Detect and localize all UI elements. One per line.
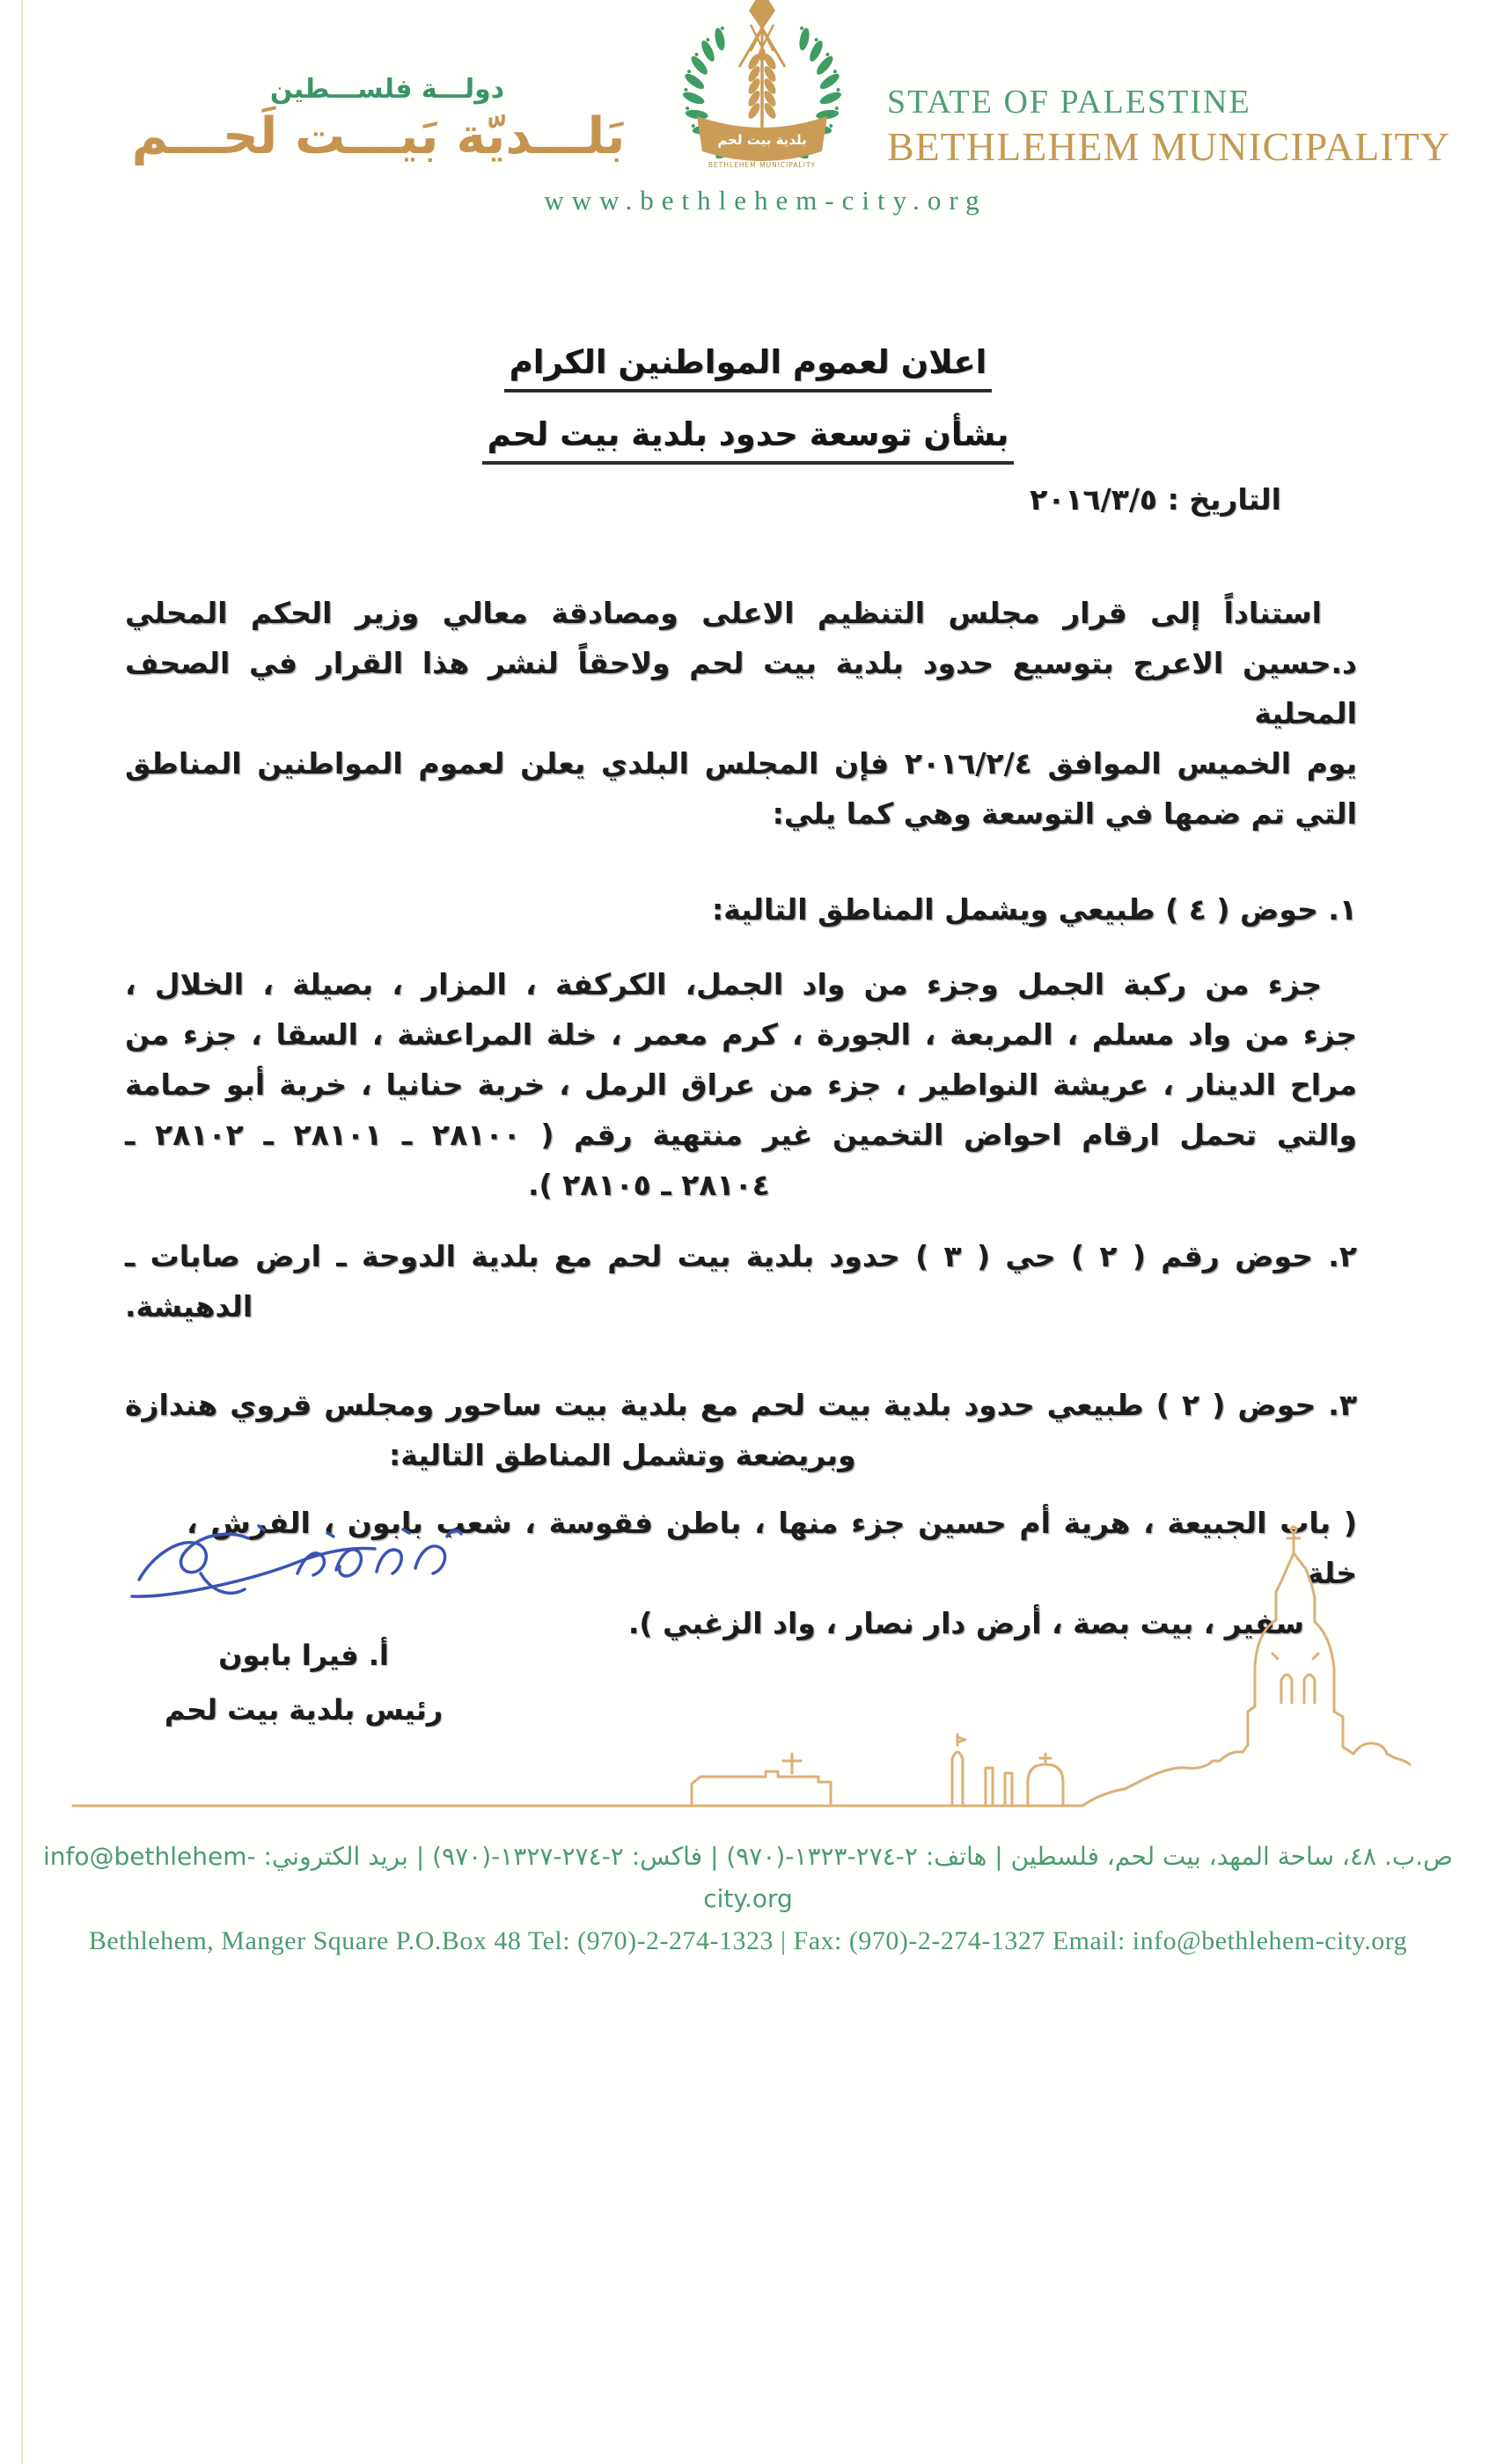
mayor-name: أ. فيرا بابون bbox=[218, 1639, 389, 1672]
document-date: التاريخ : ٢٠١٦/٣/٥ bbox=[1030, 482, 1281, 517]
text-line: مراح الدينار ، عريشة النواطير ، جزء من عراق الرمل ، خربة حنانيا ، خربة أبو حمامة bbox=[125, 1067, 1357, 1102]
text-line: ٢. حوض رقم ( ٢ ) حي ( ٣ ) حدود بلدية بيت لحم مع بلدية الدوحة ـ ارض صابات ـ bbox=[125, 1239, 1357, 1273]
logo-banner-english: BETHLEHEM MUNICIPALITY bbox=[708, 161, 817, 169]
footer-contact-arabic bbox=[0, 1836, 1496, 1920]
text-line: جزء من ركبة الجمل وجزء من واد الجمل، الكركفة ، المزار ، بصيلة ، الخلال ، bbox=[125, 967, 1322, 1001]
announcement-title-block bbox=[0, 343, 1496, 488]
logo-banner-arabic: بلدية بيت لحم bbox=[717, 132, 807, 148]
municipality-name-english: BETHLEHEM MUNICIPALITY bbox=[887, 124, 1450, 169]
state-name-english: STATE OF PALESTINE bbox=[887, 84, 1251, 121]
footer-contact-block bbox=[0, 1836, 1496, 1962]
text-line: والتي تحمل ارقام احواض التخمين غير منتهية رقم ( ٢٨١٠٠ ـ ٢٨١٠١ ـ ٢٨١٠٢ ـ bbox=[125, 1118, 1357, 1152]
bethlehem-skyline-drawing bbox=[70, 1446, 1412, 1819]
footer-email: info@bethlehem-city.org bbox=[43, 1842, 793, 1913]
footer-fax-number: (٩٧٠)-٢-٢٧٤-١٣٢٧ bbox=[432, 1842, 624, 1871]
footer-fax-label: | فاكس: bbox=[623, 1842, 727, 1871]
footer-tel-number: (٩٧٠)-٢-٢٧٤-١٣٢٣ bbox=[726, 1842, 918, 1871]
intro-paragraph bbox=[125, 588, 1357, 839]
state-name-arabic: دولـــة فلســـطين bbox=[269, 74, 505, 105]
text-line: استناداً إلى قرار مجلس التنظيم الاعلى ومصادقة معالي وزير الحكم المحلي bbox=[125, 596, 1322, 630]
basin-4-areas-paragraph bbox=[125, 959, 1357, 1210]
footer-contact-english: Bethlehem, Manger Square P.O.Box 48 Tel: (970)-2-274-1323 | Fax: (970)-2-274-1327 Email: info@bethlehem-city.org bbox=[88, 1926, 1408, 1955]
footer-address-tel-label: ص.ب. ٤٨، ساحة المهد، بيت لحم، فلسطين | هاتف: bbox=[917, 1842, 1453, 1871]
text-line: يوم الخميس الموافق ٢٠١٦/٢/٤ فإن المجلس البلدي يعلن لعموم المواطنين المناطق bbox=[125, 746, 1357, 781]
text-line: الدهيشة. bbox=[125, 1289, 253, 1324]
municipality-logo bbox=[653, 0, 871, 176]
text-line: جزء من واد مسلم ، المربعة ، الجورة ، كرم معمر ، خلة المراعشة ، السقا ، جزء من bbox=[125, 1017, 1357, 1052]
municipality-name-arabic: بَلـــديّة بَيـــت لَحـــم bbox=[131, 107, 626, 165]
text-line: ٣. حوض ( ٢ ) طبيعي حدود بلدية بيت لحم مع بلدية بيت ساحور ومجلس قروي هندازة bbox=[125, 1388, 1357, 1422]
wheat-stalk-icon bbox=[746, 23, 778, 130]
footer-email-label: | بريد الكتروني: bbox=[255, 1842, 433, 1871]
text-line: ٢٨١٠٤ ـ ٢٨١٠٥ ). bbox=[528, 1168, 770, 1202]
text-line: د.حسين الاعرج بتوسيع حدود بلدية بيت لحم ولاحقاً لنشر هذا القرار في الصحف المحلية bbox=[125, 646, 1357, 730]
basin-4-heading: ١. حوض ( ٤ ) طبيعي ويشمل المناطق التالية: bbox=[711, 892, 1357, 927]
mayor-title: رئيس بلدية بيت لحم bbox=[164, 1693, 444, 1727]
text-line: سفير ، بيت بصة ، أرض دار نصار ، واد الزغبي ). bbox=[627, 1606, 1304, 1640]
basin-2-clause bbox=[125, 1231, 1357, 1331]
text-line: التي تم ضمها في التوسعة وهي كما يلي: bbox=[772, 796, 1357, 831]
text-line: ( باب الجبيعة ، هرية أم حسين جزء منها ، باطن فقوسة ، شعب بابون ، الفرش ، خلة bbox=[187, 1506, 1357, 1590]
announcement-title: اعلان لعموم المواطنين الكرام bbox=[504, 343, 993, 392]
announcement-subject: بشأن توسعة حدود بلدية بيت لحم bbox=[482, 415, 1015, 465]
text-line: وبريضعة وتشمل المناطق التالية: bbox=[389, 1438, 856, 1472]
website-url: www.bethlehem-city.org bbox=[544, 185, 987, 216]
